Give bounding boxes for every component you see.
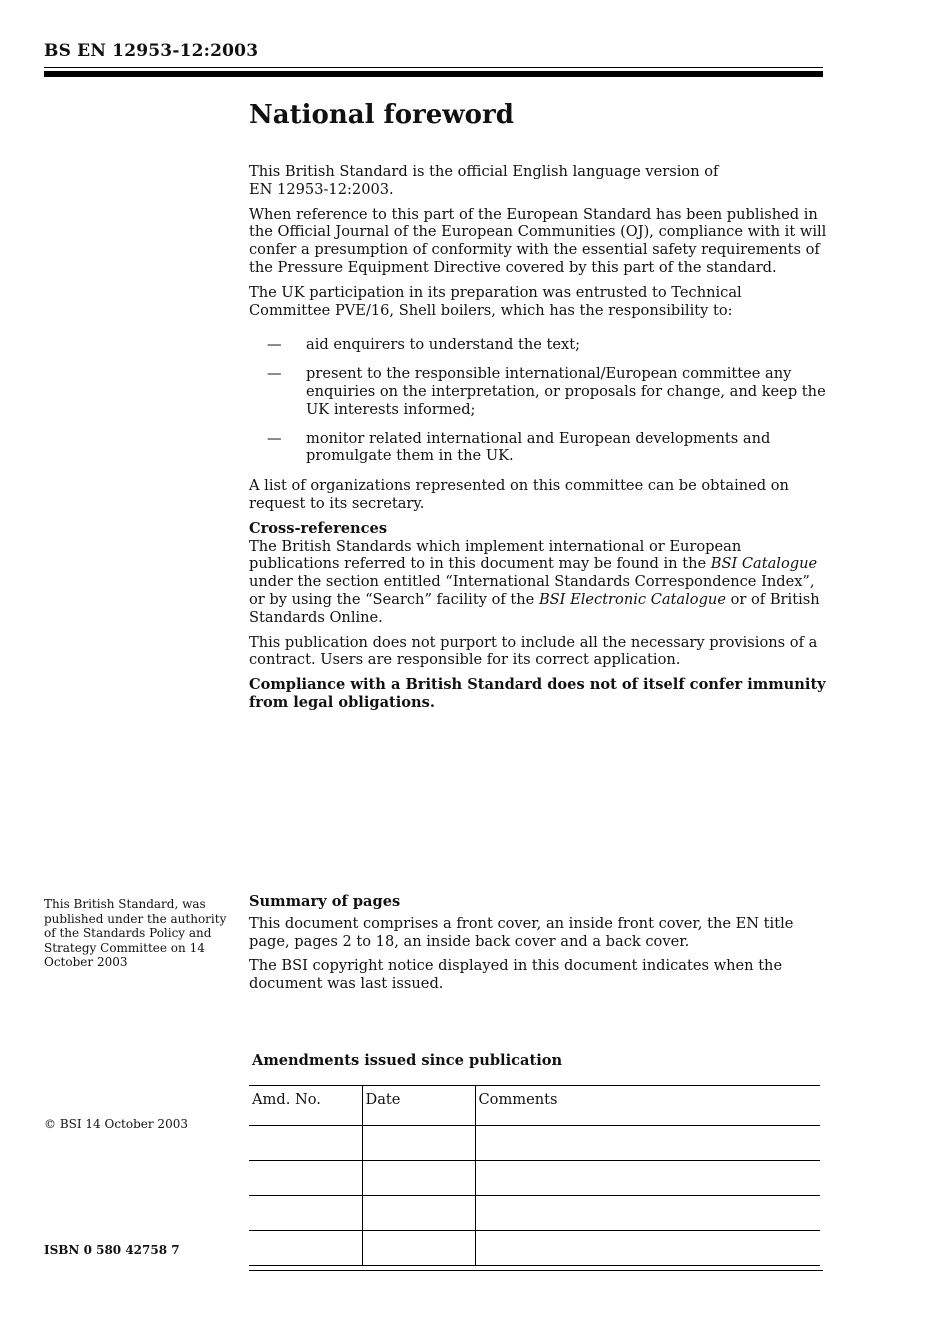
compliance-statement: Compliance with a British Standard does not of itself confer immunity from legal obligations. bbox=[249, 676, 826, 711]
summary-paragraph: This document comprises a front cover, an inside front cover, the EN title page, pages 2 to 18, an inside back cover and a back cover. bbox=[249, 914, 794, 950]
column-header-amd-no: Amd. No. bbox=[249, 1086, 362, 1126]
copyright-line: © BSI 14 October 2003 bbox=[44, 1117, 188, 1131]
copyright-notice-paragraph: The BSI copyright notice displayed in this document indicates when the document was last issued. bbox=[249, 957, 783, 993]
responsibility-list bbox=[249, 336, 827, 465]
document-id: BS EN 12953-12:2003 bbox=[44, 41, 259, 61]
table-header-row bbox=[249, 1086, 820, 1126]
provisions-paragraph: This publication does not purport to include all the necessary provisions of a contract. Users are responsible for its correct application. bbox=[249, 633, 818, 669]
amendments-table bbox=[249, 1085, 820, 1266]
foreword-body bbox=[249, 163, 827, 719]
page-title: National foreword bbox=[249, 100, 514, 130]
publication-note: This British Standard, was published under the authority of the Standards Policy and Strategy Committee on 14 October 2003 bbox=[44, 897, 227, 969]
intro-paragraph: This British Standard is the official English language version of EN 12953-12:2003. bbox=[249, 163, 719, 198]
oj-paragraph: When reference to this part of the European Standard has been published in the Official Journal of the European Communities (OJ), compliance with it will confer a presumption of conformity with the essential safety requirements of the Pressure Equipment Directive covered by this part of the standard. bbox=[249, 205, 827, 276]
table-row bbox=[249, 1196, 820, 1231]
cross-references-paragraph: The British Standards which implement international or European publications referred to in this document may be found in the BSI Catalogue under the section entitled “International Standards Correspondence Index”, or by using the “Search” facility of the BSI Electronic Catalogue or of British Standards Online. bbox=[249, 537, 820, 626]
header-rule-thick bbox=[44, 71, 823, 77]
summary-heading: Summary of pages bbox=[249, 893, 401, 910]
list-item: — aid enquirers to understand the text; bbox=[267, 336, 581, 354]
committee-paragraph: The UK participation in its preparation was entrusted to Technical Committee PVE/16, Shell boilers, which has the responsibility to: bbox=[249, 283, 742, 319]
amendments-title: Amendments issued since publication bbox=[252, 1052, 563, 1069]
table-row bbox=[249, 1126, 820, 1161]
list-item: — present to the responsible international/European committee any enquiries on the interpretation, or proposals for change, and keep the UK interests informed; bbox=[267, 365, 826, 418]
cross-references-heading: Cross-references bbox=[249, 519, 388, 537]
list-item: — monitor related international and European developments and promulgate them in the UK. bbox=[267, 429, 771, 465]
footer-rule bbox=[249, 1270, 823, 1271]
organizations-paragraph: A list of organizations represented on this committee can be obtained on request to its secretary. bbox=[249, 477, 789, 512]
table-row bbox=[249, 1161, 820, 1196]
isbn: ISBN 0 580 42758 7 bbox=[44, 1243, 180, 1257]
table-row bbox=[249, 1231, 820, 1266]
summary-section bbox=[249, 893, 827, 1000]
column-header-comments: Comments bbox=[475, 1086, 820, 1126]
header-rule-thin bbox=[44, 67, 823, 68]
column-header-date: Date bbox=[362, 1086, 475, 1126]
